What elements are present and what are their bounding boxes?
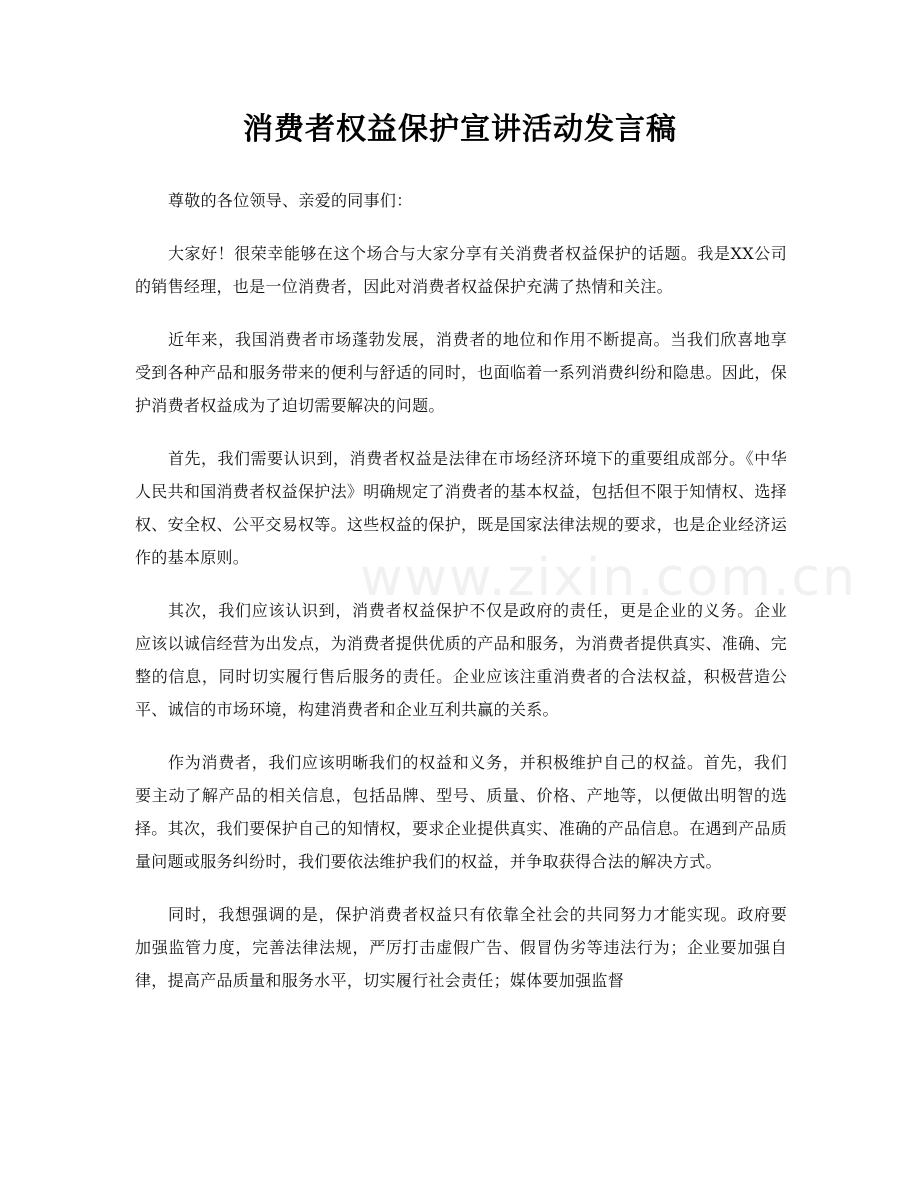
paragraph-society-effort: 同时，我想强调的是，保护消费者权益只有依靠全社会的共同努力才能实现。政府要加强监管力度，完善法律法规，严厉打击虚假广告、假冒伪劣等违法行为；企业要加强自律，提高产品质量和服务水平，切实履行社会责任；媒体要加强监督 <box>135 905 787 990</box>
paragraph-background: 近年来，我国消费者市场蓬勃发展，消费者的地位和作用不断提高。当我们欣喜地享受到各种产品和服务带来的便利与舒适的同时，也面临着一系列消费纠纷和隐患。因此，保护消费者权益成为了迫切需要解决的问题。 <box>135 330 788 415</box>
paragraph-salutation: 尊敬的各位领导、亲爱的同事们： <box>168 191 413 210</box>
paragraph-consumer-role: 作为消费者，我们应该明晰我们的权益和义务，并积极维护自己的权益。首先，我们要主动了解产品的相关信息，包括品牌、型号、质量、价格、产地等，以便做出明智的选择。其次，我们要保护自己的知情权，要求企业提供真实、准确的产品信息。在遇到产品质量问题或服务纠纷时，我们要依法维护我们的权益，并争取获得合法的解决方式。 <box>135 753 788 871</box>
paragraph-greeting: 大家好！很荣幸能够在这个场合与大家分享有关消费者权益保护的话题。我是XX公司的销售经理，也是一位消费者，因此对消费者权益保护充满了热情和关注。 <box>135 244 787 296</box>
document-body <box>135 184 787 1017</box>
paragraph-second-point: 其次，我们应该认识到，消费者权益保护不仅是政府的责任，更是企业的义务。企业应该以诚信经营为出发点，为消费者提供优质的产品和服务，为消费者提供真实、准确、完整的信息，同时切实履行售后服务的责任。企业应该注重消费者的合法权益，积极营造公平、诚信的市场环境，构建消费者和企业互利共赢的关系。 <box>135 601 788 719</box>
paragraph-first-point: 首先，我们需要认识到，消费者权益是法律在市场经济环境下的重要组成部分。《中华人民共和国消费者权益保护法》明确规定了消费者的基本权益，包括但不限于知情权、选择权、安全权、公平交易权等。这些权益的保护，既是国家法律法规的要求，也是企业经济运作的基本原则。 <box>135 449 788 567</box>
document-title: 消费者权益保护宣讲活动发言稿 <box>243 112 677 147</box>
watermark: www.zixin.com.cn <box>360 548 857 608</box>
